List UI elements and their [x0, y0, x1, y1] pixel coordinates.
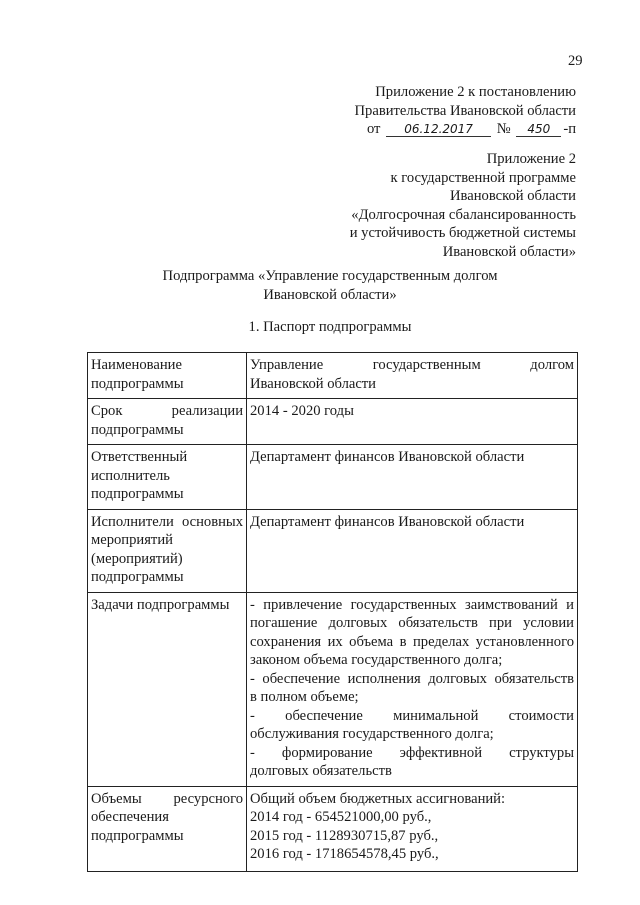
row-value	[247, 592, 578, 786]
table-row	[88, 353, 578, 399]
row-value	[247, 399, 578, 445]
row-value	[247, 353, 578, 399]
value-line: - формирование эффективной структуры	[250, 744, 574, 761]
row-label	[88, 509, 247, 592]
label-line: Наименование	[91, 357, 182, 373]
number-suffix: -п	[563, 121, 576, 137]
appendix-resolution-block	[355, 83, 576, 139]
appendix-resolution-date-line	[355, 120, 576, 139]
label-line: подпрограммы	[91, 375, 184, 392]
value-line: Ивановской области	[250, 375, 376, 392]
appendix-resolution-line1: Приложение 2 к постановлению	[375, 84, 576, 100]
label-line: подпрограммы	[91, 486, 184, 502]
label-line: обеспечения	[91, 809, 169, 825]
label-line: Срок реализации	[91, 403, 243, 419]
value-line: Общий объем бюджетных ассигнований:	[250, 790, 506, 807]
row-value	[247, 786, 578, 871]
appendix-program-line: Ивановской области	[450, 188, 576, 204]
label-line: исполнитель	[91, 467, 170, 484]
value-line: в полном объеме;	[250, 689, 359, 705]
label-line: Исполнители основных	[91, 513, 243, 530]
row-label	[88, 445, 247, 510]
subprogram-title	[80, 267, 580, 304]
appendix-program-block	[350, 150, 576, 261]
label-line: (мероприятий)	[91, 550, 183, 567]
row-value	[247, 445, 578, 510]
label-line: подпрограммы	[91, 827, 184, 844]
label-line: подпрограммы	[91, 421, 184, 438]
row-label	[88, 353, 247, 399]
value-line: - привлечение государственных заимствований и	[250, 596, 574, 613]
page-number: 29	[568, 53, 583, 69]
handwritten-date: 06.12.2017	[386, 122, 491, 137]
appendix-program-line: «Долгосрочная сбалансированность	[351, 206, 576, 223]
handwritten-number: 450	[516, 122, 561, 137]
value-line: 2014 - 2020 годы	[250, 403, 354, 419]
appendix-program-line: Ивановской области»	[442, 243, 576, 260]
table-row	[88, 445, 578, 510]
subprogram-title-line2: Ивановской области»	[263, 286, 397, 303]
row-label	[88, 786, 247, 871]
value-line: - обеспечение минимальной стоимости	[250, 707, 574, 724]
label-line: мероприятий	[91, 532, 173, 548]
number-sign: №	[496, 121, 511, 137]
value-line: законом объема государственного долга;	[250, 652, 503, 668]
section-heading: 1. Паспорт подпрограммы	[248, 319, 412, 335]
label-line: Объемы ресурсного	[91, 790, 243, 807]
appendix-resolution-line2: Правительства Ивановской области	[354, 102, 576, 119]
value-line: 2014 год - 654521000,00 руб.,	[250, 809, 432, 825]
appendix-program-line: к государственной программе	[390, 169, 576, 186]
row-label	[88, 399, 247, 445]
value-line: долговых обязательств	[250, 763, 392, 779]
appendix-program-line: Приложение 2	[486, 151, 576, 167]
value-line: 2015 год - 1128930715,87 руб.,	[250, 827, 439, 844]
date-prefix: от	[366, 121, 381, 137]
value-line: сохранения их объема в пределах установленного	[250, 633, 574, 650]
value-line: Департамент финансов Ивановской области	[250, 449, 525, 465]
value-line: - обеспечение исполнения долговых обязательств	[250, 670, 574, 687]
value-line: 2016 год - 1718654578,45 руб.,	[250, 846, 439, 862]
table-row	[88, 592, 578, 786]
value-line: Управление государственным долгом	[250, 357, 574, 373]
table-row	[88, 399, 578, 445]
label-line: подпрограммы	[91, 569, 184, 585]
subprogram-title-line1: Подпрограмма «Управление государственным долгом	[162, 268, 498, 284]
label-line: Задачи подпрограммы	[91, 596, 230, 613]
passport-table	[87, 352, 578, 872]
value-line: Департамент финансов Ивановской области	[250, 513, 525, 530]
value-line: погашение долговых обязательств при условии	[250, 615, 574, 631]
appendix-program-line: и устойчивость бюджетной системы	[349, 225, 576, 241]
label-line: Ответственный	[91, 449, 188, 465]
row-value	[247, 509, 578, 592]
table-row	[88, 509, 578, 592]
value-line: обслуживания государственного долга;	[250, 726, 494, 742]
row-label	[88, 592, 247, 786]
table-row	[88, 786, 578, 871]
